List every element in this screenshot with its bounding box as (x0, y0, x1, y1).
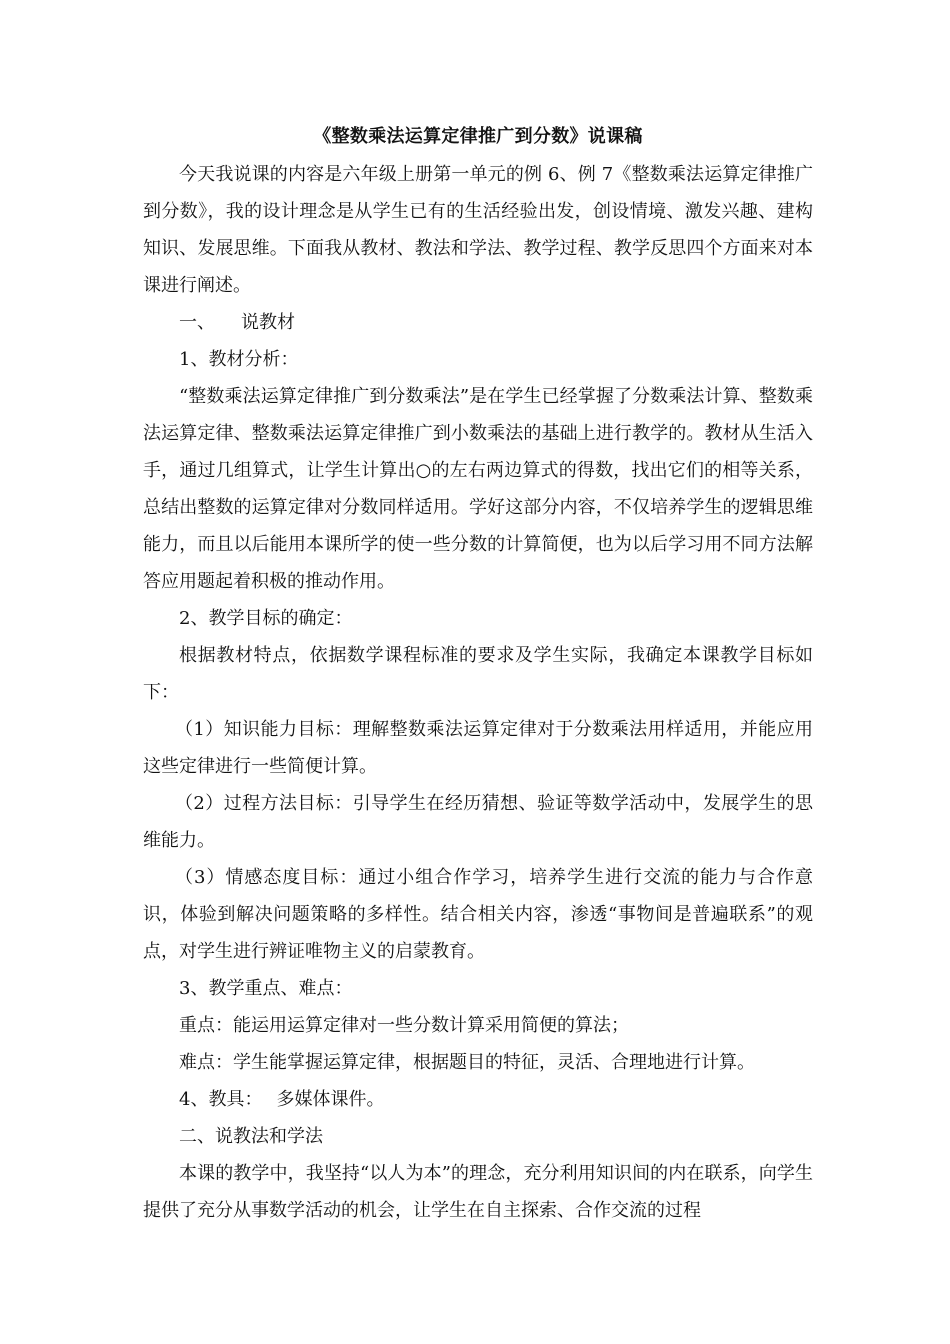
document-title: 《整数乘法运算定律推广到分数》说课稿 (313, 126, 643, 147)
goal-process: （2）过程方法目标：引导学生在经历猜想、验证等数学活动中，发展学生的思维能力。 (143, 793, 813, 851)
section-heading-1 (143, 304, 813, 341)
subheading-teaching-aids (143, 1081, 813, 1118)
goal-knowledge: （1）知识能力目标：理解整数乘法运算定律对于分数乘法用样适用，并能应用这些定律进行一些简便计算。 (143, 719, 813, 777)
teaching-aids-label: 4、教具： (179, 1089, 263, 1110)
goal-emotion: （3）情感态度目标：通过小组合作学习，培养学生进行交流的能力与合作意识，体验到解决问题策略的多样性。结合相关内容，渗透“事物间是普遍联系”的观点，对学生进行辨证唯物主义的启蒙教育。 (143, 867, 813, 962)
teaching-aids-value: 多媒体课件。 (276, 1089, 385, 1110)
subheading-key-points: 3、教学重点、难点： (179, 978, 353, 999)
section-number: 一、 (179, 312, 215, 333)
difficult-point: 难点：学生能掌握运算定律，根据题目的特征，灵活、合理地进行计算。 (179, 1052, 755, 1073)
section-heading-2: 二、说教法和学法 (179, 1126, 323, 1147)
goals-intro-paragraph: 根据教材特点，依据数学课程标准的要求及学生实际，我确定本课教学目标如下： (143, 645, 813, 703)
section-title: 说教材 (241, 312, 295, 333)
subheading-analysis: 1、教材分析： (179, 349, 299, 370)
method-paragraph: 本课的教学中，我坚持“以人为本”的理念，充分利用知识间的内在联系，向学生提供了充分从事数学活动的机会，让学生在自主探索、合作交流的过程 (143, 1163, 813, 1221)
intro-paragraph: 今天我说课的内容是六年级上册第一单元的例 6、例 7《整数乘法运算定律推广到分数》，我的设计理念是从学生已有的生活经验出发，创设情境、激发兴趣、建构知识、发展思维。下面我从教材、教法和学法、教学过程、教学反思四个方面来对本课进行阐述。 (143, 164, 813, 296)
analysis-paragraph: “整数乘法运算定律推广到分数乘法”是在学生已经掌握了分数乘法计算、整数乘法运算定律、整数乘法运算定律推广到小数乘法的基础上进行教学的。教材从生活入手，通过几组算式，让学生计算出○的左右两边算式的得数，找出它们的相等关系，总结出整数的运算定律对分数同样适用。学好这部分内容，不仅培养学生的逻辑思维能力，而且以后能用本课所学的使一些分数的计算简便，也为以后学习用不同方法解答应用题起着积极的推动作用。 (143, 386, 813, 592)
subheading-goals: 2、教学目标的确定： (179, 608, 353, 629)
key-point: 重点：能运用运算定律对一些分数计算采用简便的算法； (179, 1015, 629, 1036)
document-page (143, 121, 813, 1229)
